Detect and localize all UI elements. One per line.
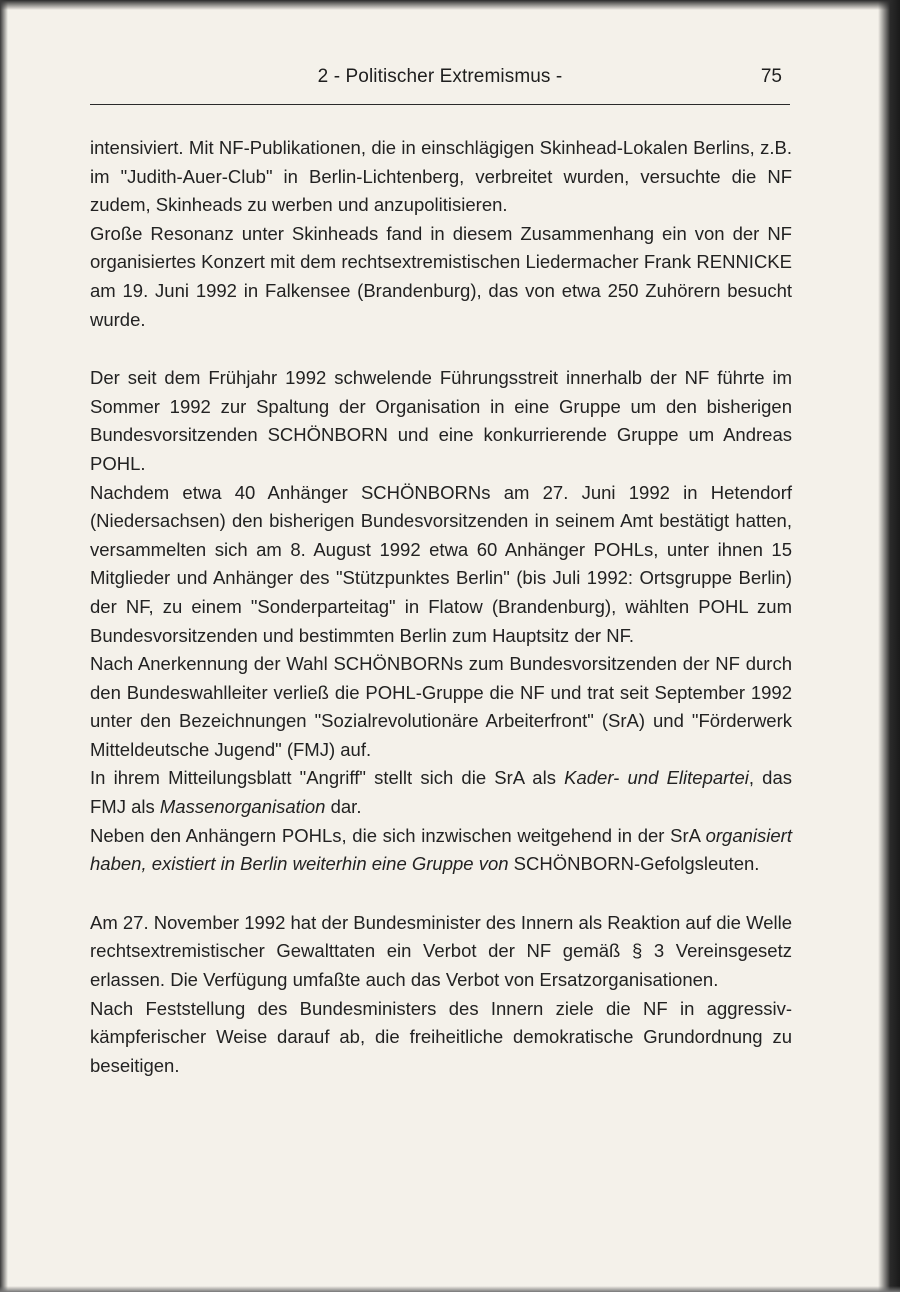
- paragraph-5: Nach Anerkennung der Wahl SCHÖNBORNs zum Bundesvorsitzenden der NF durch den Bundeswahlleiter verließ die POHL-Gruppe die NF und trat seit September 1992 unter den Bezeichnungen "Sozialrevolutionäre Arbeiterfront" (SrA) und "Förderwerk Mitteldeutsche Jugend" (FMJ) auf.: [90, 653, 792, 760]
- paragraph-6-italic-b: Massenorganisation: [159, 796, 326, 818]
- page-number: 75: [760, 66, 782, 87]
- paragraph-2: Große Resonanz unter Skinheads fand in diesem Zusammenhang ein von der NF organisiertes Konzert mit dem rechtsextremistischen Liedermacher Frank RENNICKE am 19. Juni 1992 in Falkensee (Brandenburg), das von etwa 250 Zuhörern besucht wurde.: [90, 222, 792, 330]
- paragraph-7-italic-a: organisiert haben, existiert in Berlin weiterhin eine Gruppe von: [90, 824, 792, 875]
- paragraph-6-text-b: , das FMJ als: [90, 767, 792, 818]
- paragraph-6-text-c: dar.: [325, 796, 362, 818]
- running-title: 2 - Politischer Extremismus -: [317, 66, 563, 87]
- paragraph-7: [90, 822, 792, 879]
- running-header: [90, 60, 790, 105]
- scan-shadow-left: [0, 0, 8, 1292]
- paragraph-7-text-b: SCHÖNBORN-Gefolgsleuten.: [508, 853, 760, 875]
- paragraph-4: Nachdem etwa 40 Anhänger SCHÖNBORNs am 27. Juni 1992 in Hetendorf (Niedersachsen) den bisherigen Bundesvorsitzenden in seinem Amt bestätigt hatten, versammelten sich am 8. August 1992 etwa 60 Anhänger POHLs, unter ihnen 15 Mitglieder und Anhänger des "Stützpunktes Berlin" (bis Juli 1992: Ortsgruppe Berlin) der NF, zu einem "Sonderparteitag" in Flatow (Brandenburg), wählten POHL zum Bundesvorsitzenden und bestimmten Berlin zum Hauptsitz der NF.: [90, 481, 792, 646]
- paragraph-8: Am 27. November 1992 hat der Bundesminister des Innern als Reaktion auf die Welle rechtsextremistischer Gewalttaten ein Verbot der NF gemäß § 3 Vereinsgesetz erlassen. Die Verfügung umfaßte auch das Verbot von Ersatzorganisationen.: [90, 911, 793, 991]
- scan-shadow-top: [0, 0, 900, 10]
- paragraph-6-italic-a: Kader- und Elitepartei: [564, 767, 749, 789]
- paragraph-9: Nach Feststellung des Bundesministers des Innern ziele die NF in aggressiv-kämpferischer Weise darauf ab, die freiheitliche demokratische Grundordnung zu beseitigen.: [90, 997, 792, 1076]
- scan-shadow-bottom: [0, 1286, 900, 1292]
- body-text: [90, 134, 792, 1080]
- scan-shadow-right: [878, 0, 900, 1292]
- paragraph-6-text-a: In ihrem Mitteilungsblatt "Angriff" stellt sich die SrA als: [90, 767, 565, 789]
- paragraph-3: Der seit dem Frühjahr 1992 schwelende Führungsstreit innerhalb der NF führte im Sommer 1992 zur Spaltung der Organisation in eine Gruppe um den bisherigen Bundesvorsitzenden SCHÖNBORN und eine konkurrierende Gruppe um Andreas POHL.: [90, 367, 792, 474]
- paragraph-7-text-a: Neben den Anhängern POHLs, die sich inzwischen weitgehend in der SrA: [90, 824, 706, 846]
- paragraph-6: [90, 764, 792, 821]
- paragraph-1: intensiviert. Mit NF-Publikationen, die in einschlägigen Skinhead-Lokalen Berlins, z.B. im "Judith-Auer-Club" in Berlin-Lichtenberg, verbreitet wurden, versuchte die NF zudem, Skinheads zu werben und anzupolitisieren.: [90, 137, 792, 216]
